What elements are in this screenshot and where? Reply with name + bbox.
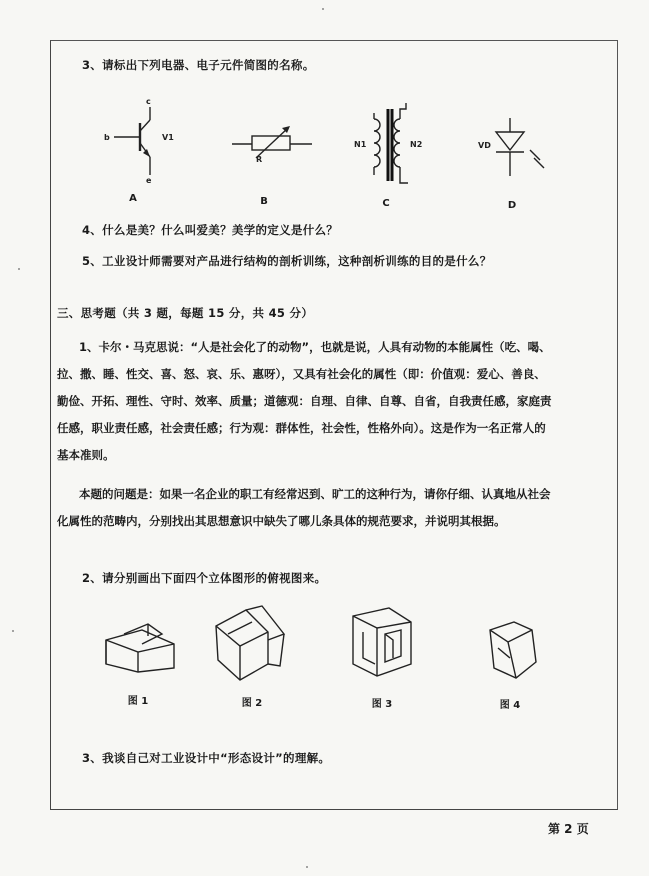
paragraph-2-line: 化属性的范畴内，分别找出其思想意识中缺失了哪儿条具体的规范要求，并说明其根据。 [57, 514, 506, 528]
paragraph-1-line: 任感，职业责任感，社会责任感；行为观：群体性，社会性，性格外向）。这是作为一名正常人的 [57, 421, 546, 435]
scan-speck [306, 866, 308, 868]
question-5: 5、工业设计师需要对产品进行结构的剖析训练，这种剖析训练的目的是什么？ [82, 254, 492, 268]
label-a: A [129, 193, 137, 204]
transistor-symbol [100, 95, 190, 185]
transformer-symbol [352, 95, 432, 190]
transformer-n2: N2 [410, 140, 423, 149]
paragraph-2 [57, 481, 617, 535]
led-symbol [478, 118, 558, 198]
question-identify-components: 3、请标出下列电器、电子元件简图的名称。 [82, 58, 315, 72]
label-d: D [507, 200, 517, 211]
scan-speck [12, 630, 14, 632]
paragraph-1-line: 1、卡尔・马克思说：“人是社会化了的动物”，也就是说，人具有动物的本能属性（吃、喝、 [79, 340, 551, 354]
transistor-pin-b: b [104, 133, 110, 142]
paragraph-1-line: 拉、撒、睡、性交、喜、怒、哀、乐、惠呀），又具有社会化的属性（即：价值观：爱心、善良、 [57, 367, 546, 381]
transistor-pin-c: c [146, 97, 151, 106]
page-number: 第 2 页 [548, 822, 589, 836]
resistor-name: R [256, 155, 263, 164]
transformer-n1: N1 [354, 140, 367, 149]
question-2-draw: 2、请分别画出下面四个立体图形的俯视图来。 [82, 571, 327, 585]
paragraph-1-line: 基本准则。 [57, 448, 115, 462]
question-4: 4、什么是美？什么叫爱美？美学的定义是什么？ [82, 223, 339, 237]
figure-2-caption: 图 2 [241, 698, 263, 709]
paragraph-1-line: 勤俭、开拓、理性、守时、效率、质量；道德观：自理、自律、自尊、自省，自我责任感，家庭责 [57, 394, 552, 408]
figure-2-solid [210, 604, 290, 686]
section-heading-3: 三、思考题（共 3 题，每题 15 分，共 45 分） [57, 306, 314, 320]
transistor-name: V1 [162, 133, 174, 142]
scan-speck [322, 8, 324, 10]
scan-speck [18, 268, 20, 270]
figure-3-caption: 图 3 [371, 699, 393, 710]
figure-4-caption: 图 4 [499, 700, 521, 711]
label-c: C [382, 198, 390, 209]
led-name: VD [478, 141, 491, 150]
paragraph-1 [57, 334, 617, 469]
figure-3-solid [345, 606, 421, 680]
question-3-design: 3、我谈自己对工业设计中“形态设计”的理解。 [82, 751, 331, 765]
variable-resistor-symbol [232, 118, 312, 168]
figure-1-solid [102, 618, 182, 678]
figure-4-solid [484, 618, 544, 684]
transistor-pin-e: e [146, 176, 152, 185]
label-b: B [260, 196, 268, 207]
paragraph-2-line: 本题的问题是：如果一名企业的职工有经常迟到、旷工的这种行为，请你仔细、认真地从社会 [79, 487, 551, 501]
figure-1-caption: 图 1 [127, 696, 149, 707]
